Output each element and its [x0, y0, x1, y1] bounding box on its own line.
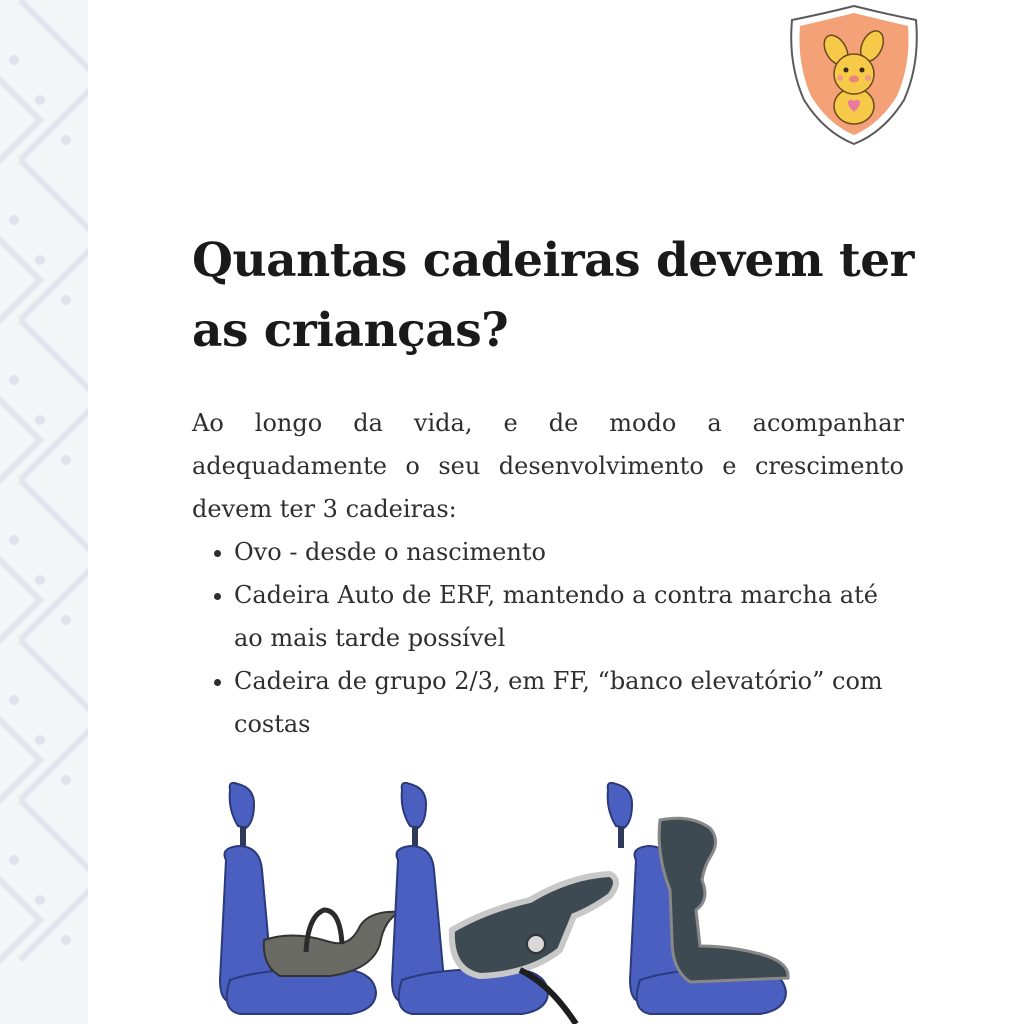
- intro-paragraph: Ao longo da vida, e de modo a acompanhar adequadamente o seu desenvolvimento e crescimento devem ter 3 cadeiras:: [192, 409, 904, 523]
- seat-list: [192, 531, 904, 746]
- list-item: Cadeira de grupo 2/3, em FF, “banco elevatório” com costas: [192, 660, 904, 746]
- car-seats-illustration: [190, 770, 830, 1024]
- title-line-2: as crianças?: [192, 303, 509, 358]
- booster-seat-icon: [608, 783, 788, 1014]
- page-title: [192, 226, 952, 366]
- pattern-graphic: [0, 0, 88, 1024]
- list-item: Cadeira Auto de ERF, mantendo a contra marcha até ao mais tarde possível: [192, 574, 904, 660]
- kangaroo-shield-icon: [786, 4, 922, 148]
- body-text: [192, 402, 904, 746]
- infant-carrier-seat-icon: [220, 783, 400, 1014]
- decorative-pattern: [0, 0, 88, 1024]
- rear-facing-seat-icon: [392, 783, 616, 1024]
- list-item: Ovo - desde o nascimento: [192, 531, 904, 574]
- title-line-1: Quantas cadeiras devem ter: [192, 233, 914, 288]
